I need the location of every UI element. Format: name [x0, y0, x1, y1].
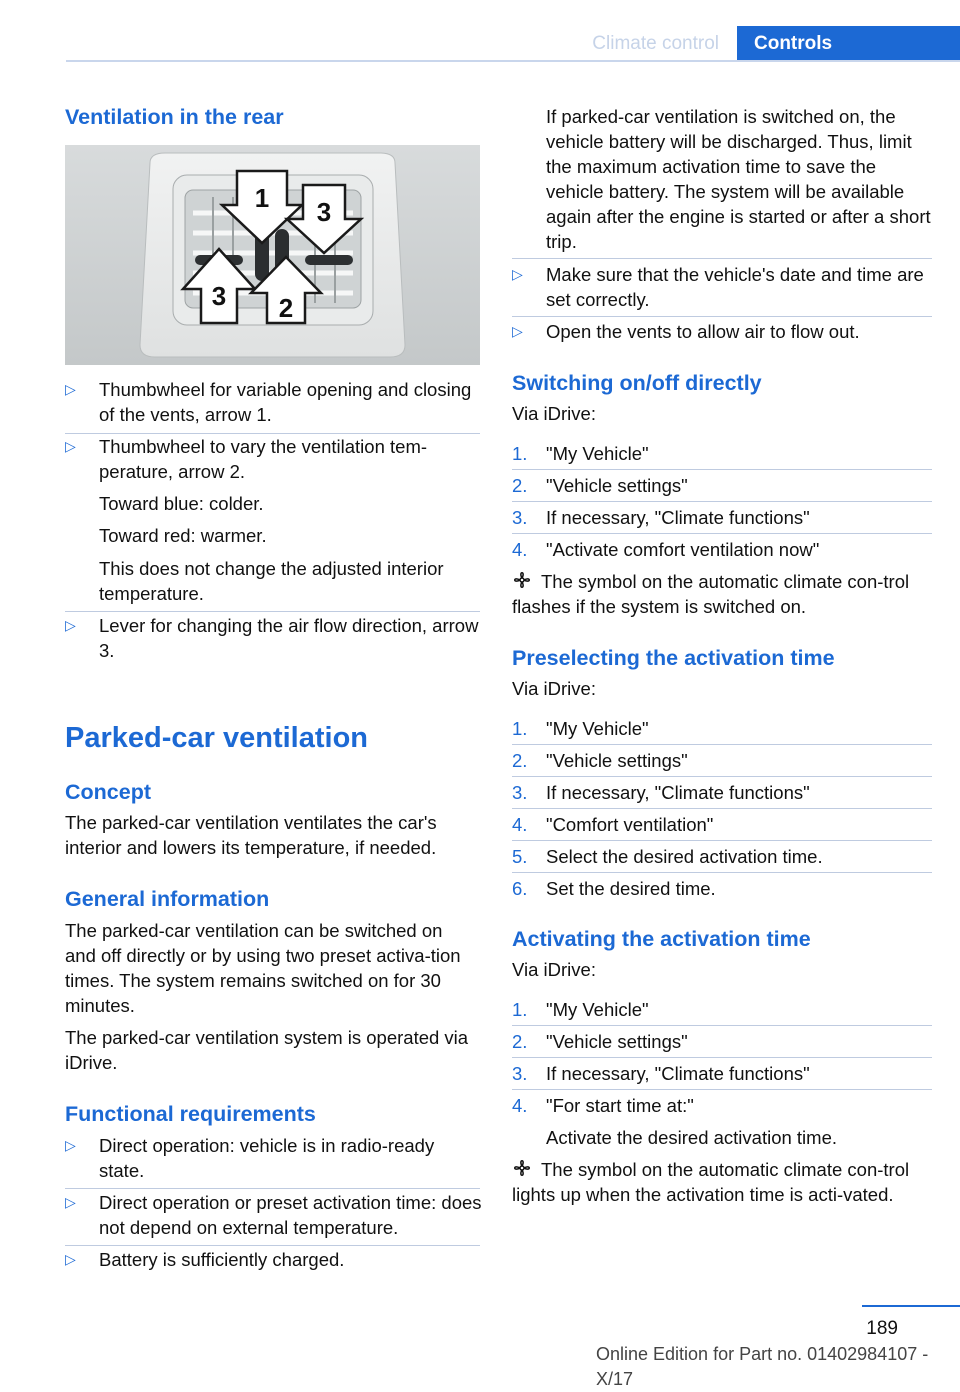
- list-item: 2. "Vehicle settings": [512, 750, 688, 771]
- footer-divider: [862, 1305, 960, 1307]
- list-item: 1. "My Vehicle": [512, 443, 649, 464]
- header-divider: [66, 60, 960, 62]
- divider: [512, 1057, 932, 1058]
- divider: [512, 840, 932, 841]
- triangle-right-icon: ▷: [65, 1137, 76, 1153]
- divider: [512, 744, 932, 745]
- via-idrive: Via iDrive:: [512, 678, 596, 699]
- figure-label-1: 1: [254, 183, 270, 213]
- list-item: 5. Select the desired activation time.: [512, 846, 823, 867]
- list-item: 1. "My Vehicle": [512, 999, 649, 1020]
- heading-concept: Concept: [65, 780, 151, 804]
- list-item: 3. If necessary, "Climate functions": [512, 507, 810, 528]
- figure-label-2: 2: [278, 293, 294, 323]
- header-section-label: Climate control: [592, 33, 719, 54]
- triangle-right-icon: ▷: [512, 323, 523, 339]
- heading-activating: Activating the activation time: [512, 927, 811, 951]
- list-item: 4. "Comfort ventilation": [512, 814, 714, 835]
- switch-note: The symbol on the automatic climate con-trol flashes if the system is switched on.: [512, 571, 910, 617]
- figure-label-3-bottom: 3: [211, 281, 227, 311]
- divider: [512, 501, 932, 502]
- list-item: 4. "Activate comfort ventilation now": [512, 539, 820, 560]
- list-item: ▷ Battery is sufficiently charged.: [65, 1249, 345, 1270]
- heading-ventilation-rear: Ventilation in the rear: [65, 105, 284, 129]
- heading-functional-requirements: Functional requirements: [65, 1102, 316, 1126]
- list-item: 1. "My Vehicle": [512, 718, 649, 739]
- triangle-right-icon: ▷: [65, 617, 76, 633]
- header-chapter-tab: Controls: [737, 26, 960, 62]
- divider: [512, 1089, 932, 1090]
- list-item: ▷ Thumbwheel for variable opening and closing of the vents, arrow 1.: [65, 379, 472, 425]
- triangle-right-icon: ▷: [65, 1194, 76, 1210]
- figure-label-3-top: 3: [316, 197, 332, 227]
- list-item: 2. "Vehicle settings": [512, 475, 688, 496]
- divider: [65, 1188, 480, 1189]
- divider: [65, 1245, 480, 1246]
- divider: [512, 872, 932, 873]
- page-number: 189: [866, 1318, 898, 1339]
- divider: [512, 533, 932, 534]
- triangle-right-icon: ▷: [65, 1251, 76, 1267]
- list-item: 3. If necessary, "Climate functions": [512, 1063, 810, 1084]
- rear-vent-figure: [65, 145, 480, 365]
- list-item: 2. "Vehicle settings": [512, 1031, 688, 1052]
- heading-preselecting: Preselecting the activation time: [512, 646, 835, 670]
- list-item: ▷ Thumbwheel to vary the ventilation tem-perature, arrow 2.: [65, 436, 428, 482]
- bullet-detail: Toward red: warmer.: [99, 525, 267, 546]
- divider: [65, 611, 480, 612]
- triangle-right-icon: ▷: [512, 266, 523, 282]
- bullet-detail: This does not change the adjusted interior temperature.: [99, 558, 444, 604]
- rear-vent-illustration: [65, 145, 480, 365]
- general-text-1: The parked-car ventilation can be switched on and off directly or by using two preset activa-tion times. The system remains switched on for 30 minutes.: [65, 920, 461, 1016]
- step-detail: Activate the desired activation time.: [546, 1127, 838, 1148]
- list-item: 3. If necessary, "Climate functions": [512, 782, 810, 803]
- list-item: ▷ Direct operation: vehicle is in radio-ready state.: [65, 1135, 435, 1181]
- list-item: 6. Set the desired time.: [512, 878, 716, 899]
- divider: [512, 316, 932, 317]
- heading-switching-on-off: Switching on/off directly: [512, 371, 762, 395]
- bullet-detail: Toward blue: colder.: [99, 493, 264, 514]
- activation-note: The symbol on the automatic climate con-trol lights up when the activation time is acti-vated.: [512, 1159, 910, 1205]
- list-item: ▷ Lever for changing the air flow direction, arrow 3.: [65, 615, 479, 661]
- list-item: ▷ Make sure that the vehicle's date and time are set correctly.: [512, 264, 924, 310]
- list-item: 4. "For start time at:": [512, 1095, 694, 1116]
- battery-note: If parked-car ventilation is switched on, the vehicle battery will be discharged. Thus, limit the maximum activation time to save the vehicle battery. The system will be available again after the engine is started or after a short trip.: [546, 106, 931, 252]
- divider: [512, 808, 932, 809]
- divider: [512, 258, 932, 259]
- triangle-right-icon: ▷: [65, 381, 76, 397]
- divider: [512, 469, 932, 470]
- edition-note: Online Edition for Part no. 01402984107 - X/17: [596, 1344, 929, 1389]
- heading-general-info: General information: [65, 887, 270, 911]
- triangle-right-icon: ▷: [65, 438, 76, 454]
- list-item: ▷ Direct operation or preset activation time: does not depend on external temperature.: [65, 1192, 482, 1238]
- list-item: ▷ Open the vents to allow air to flow out.: [512, 321, 860, 342]
- general-text-2: The parked-car ventilation system is operated via iDrive.: [65, 1027, 469, 1073]
- via-idrive: Via iDrive:: [512, 959, 596, 980]
- via-idrive: Via iDrive:: [512, 403, 596, 424]
- concept-text: The parked-car ventilation ventilates the car's interior and lowers its temperature, if needed.: [65, 812, 437, 858]
- section-title: Parked-car ventilation: [65, 722, 368, 754]
- divider: [512, 776, 932, 777]
- divider: [512, 1025, 932, 1026]
